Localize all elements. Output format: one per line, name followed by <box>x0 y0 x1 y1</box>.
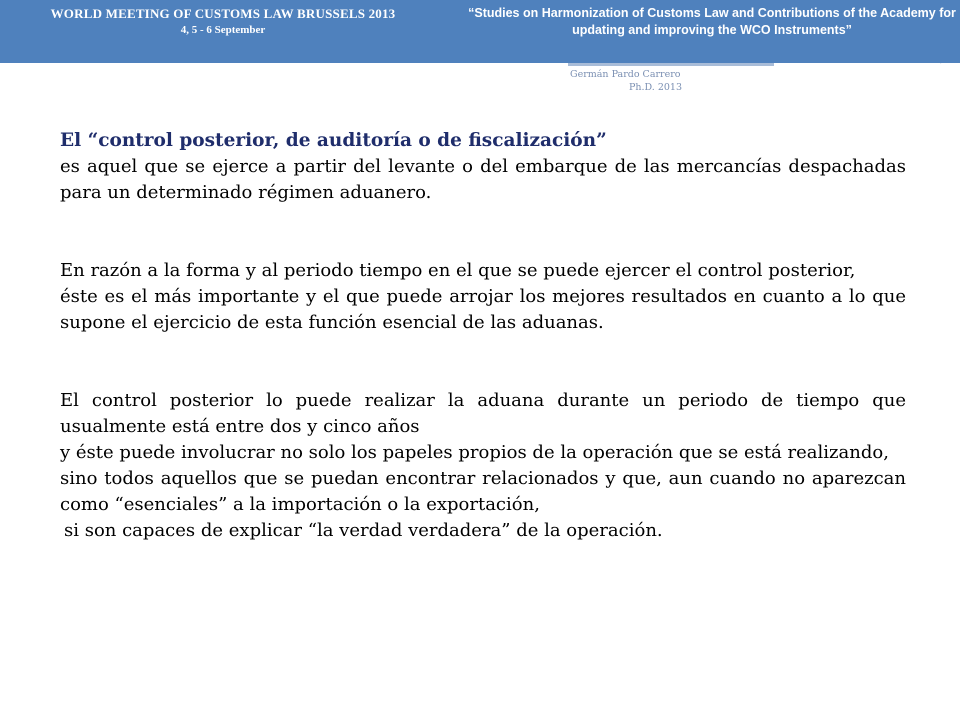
section1-body: es aquel que se ejerce a partir del levante o del embarque de las mercancías despachadas para un determinado régimen aduanero. <box>60 156 906 203</box>
header-accent-strip <box>568 63 774 66</box>
author-name: Germán Pardo Carrero <box>570 69 681 80</box>
study-title: “Studies on Harmonization of Customs Law and Contributions of the Academy for updating and improving the WCO Instruments” <box>468 6 956 37</box>
section3-line2: y éste puede involucrar no solo los papeles propios de la operación que se está realizando, <box>60 442 889 463</box>
author-block <box>560 68 690 94</box>
section3-line4: si son capaces de explicar “la verdad verdadera” de la operación. <box>64 520 663 541</box>
section2-line1: En razón a la forma y al periodo tiempo en el que se puede ejercer el control posterior, <box>60 260 856 281</box>
meeting-info <box>28 6 418 36</box>
section3-line1: El control posterior lo puede realizar la aduana durante un periodo de tiempo que usualmente está entre dos y cinco años <box>60 390 906 437</box>
author-degree: Ph.D. 2013 <box>628 82 682 93</box>
slide-content <box>60 128 906 544</box>
meeting-title: WORLD MEETING OF CUSTOMS LAW BRUSSELS 2013 <box>50 6 396 21</box>
spacer <box>60 206 906 258</box>
meeting-dates: 4, 5 - 6 September <box>180 24 266 36</box>
spacer <box>60 336 906 388</box>
section2-line2: éste es el más importante y el que puede arrojar los mejores resultados en cuanto a lo que supone el ejercicio de esta función esencial de las aduanas. <box>60 286 906 333</box>
section-title: El “control posterior, de auditoría o de fiscalización” <box>60 130 607 151</box>
section3-line3: sino todos aquellos que se puedan encontrar relacionados y que, aun cuando no aparezcan como “esenciales” a la importación o la exportación, <box>60 468 906 515</box>
corner-mark: · <box>940 61 942 67</box>
header-bar <box>0 0 960 63</box>
